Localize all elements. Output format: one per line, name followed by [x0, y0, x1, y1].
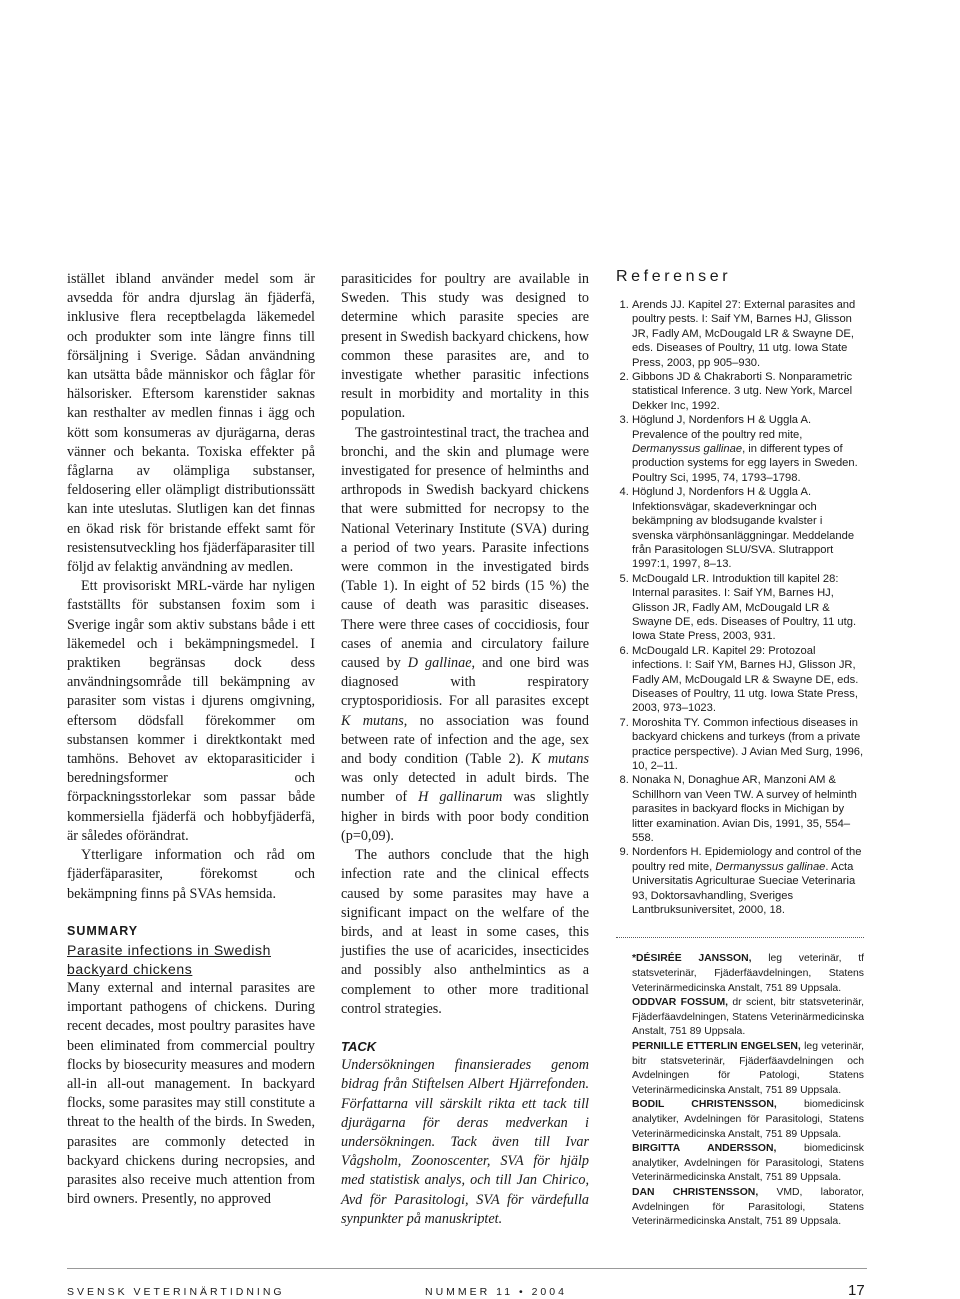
- author-entry: [632, 1186, 864, 1230]
- reference-item: [632, 370, 864, 413]
- body-paragraph: parasiticides for poultry are available in Sweden. This study was designed to determine which parasite species are present in Swedish backyard chickens, how common these parasites are, and to investigate whether parasitic infections result in morbidity and mortality in this population.: [341, 271, 589, 422]
- page-number: 17: [848, 1282, 865, 1299]
- author-desc: VMD, laborator, Avdelningen för Parasitologi, Statens Veterinärmedicinska Anstalt, 751 89 Uppsala.: [632, 1186, 864, 1228]
- column-right: [616, 268, 864, 1230]
- author-name: *DÉSIRÉE JANSSON,: [632, 953, 752, 965]
- reference-list: [616, 298, 864, 917]
- reference-text: Nonaka N, Donaghue AR, Manzoni AM & Schillhorn van Veen TW. A survey of helminth parasites in backyard flocks in Michigan by litter examination. Avian Dis, 1991, 35, 554–558.: [632, 774, 857, 845]
- text-run: was slightly higher in birds with poor body condition (p=0,09).: [341, 789, 589, 844]
- author-name: BODIL CHRISTENSSON,: [632, 1099, 777, 1111]
- summary-title: Parasite infections in Swedish backyard chickens: [67, 941, 271, 977]
- text-run: , no association was found between rate of infection and the age, sex and body condition (Table 2).: [341, 712, 589, 768]
- reference-species: Dermanyssus gallinae: [632, 443, 743, 456]
- text-run: The gastrointestinal tract, the trachea and bronchi, and the skin and plumage were investigated for presence of helminths and arthropods in Swedish backyard chickens that were submitted for necropsy to the National Veterinary Institute (SVA) during a period of two years. Parasite infections were common in the investigated birds (Table 1). In eight of 52 birds (15 %) the cause of death was parasitic diseases. There were three cases of coccidiosis, four cases of anemia and circulatory failure caused by: [341, 424, 589, 672]
- author-desc: leg veterinär, bitr statsveterinär, Fjäderfäavdelningen och Avdelningen för Patologi, Statens Veterinärmedicinska Anstalt, 751 89 Uppsala.: [632, 1041, 864, 1096]
- reference-text: Arends JJ. Kapitel 27: External parasites and poultry pests. I: Saif YM, Barnes HJ, Glisson JR, Fadly AM, McDougald LR & Swayne DE, eds. Diseases of Poultry, 11 utg. Iowa State Press, 2003, pp 905–930.: [632, 299, 856, 369]
- reference-text: McDougald LR. Kapitel 29: Protozoal infections. I: Saif YM, Barnes HJ, Glisson JR, Fadly AM, McDougald LR & Swayne DE, eds. Diseases of Poultry, 11 utg. Iowa State Press, 2003, 973–1023.: [632, 644, 859, 715]
- tack-text: Undersökningen finansierades genom bidrag från Stiftelsen Albert Hjärrefonden. Författarna vill särskilt rikta ett tack till djurägarna för deras medverkan i undersökningen. Tack även till Ivar Vågsholm, Zoonoscenter, SVA för hjälp med statistisk analys, och till Jan Chirico, Avd för Parasitologi, SVA för värdefulla synpunkter på manuskriptet.: [341, 1057, 589, 1227]
- author-info: [616, 952, 864, 1229]
- author-name: ODDVAR FOSSUM,: [632, 997, 728, 1009]
- author-entry: [632, 1098, 864, 1142]
- author-name: PERNILLE ETTERLIN ENGELSEN,: [632, 1041, 801, 1053]
- author-entry: [632, 1142, 864, 1186]
- body-paragraph: Ett provisoriskt MRL-värde har nyligen fastställts för substansen foxim som i Sverige ingår som aktiv substans både i ett läkemedel och i bekämpningsmedel. I praktiken begränsas dock dess användningsområde till bekämpning av parasiter som vistas i djurens omgivning, eftersom dödsfall förekommer om substansen kommer i direktkontakt med tamhöns. Behovet av ektoparasiticider i beredningsformer och förpackningsstorlekar som passar både kommersiella fjäderfä och hobbyfjäderfä, är således oförändrat.: [67, 578, 315, 844]
- author-entry: [632, 996, 864, 1040]
- reference-species: Dermanyssus gallinae: [715, 860, 826, 873]
- body-paragraph: [341, 424, 589, 846]
- reference-text: Höglund J, Nordenfors H & Uggla A. Prevalence of the poultry red mite,: [632, 414, 812, 441]
- species-name: H gallinarum: [418, 789, 503, 806]
- body-paragraph: The authors conclude that the high infection rate and the clinical effects caused by some parasites may have a significant impact on the welfare of the birds, and at least in some cases, this justifies the use of acaricides, insecticides and possibly also anthelmintics as a complement to other more traditional control strategies.: [341, 847, 589, 1017]
- reference-item: [632, 413, 864, 485]
- column-middle: [341, 270, 589, 1229]
- body-paragraph: istället ibland använder medel som är avsedda för andra djurslag än fjäderfä, inklusive flera receptbelagda läkemedel och produkter som inte längre finns till försäljning i Sverige. Sådan användning kan utsätta både människor och fåglar för hälsorisker. Eftersom karenstider saknas kan resthalter av medlen finnas i ägg och kött som konsumeras av djurägarna, deras vänner och bekanta. Toxiska effekter på fåglarna av olämpliga substanser, feldosering eller olämpligt distributionssätt kan inte uteslutas. Slutligen kan det finnas en ökad risk för bristande effekt samt för resistensutveckling hos fjäderfäparasiter till följd av felaktig användning av medlen.: [67, 271, 315, 576]
- species-name: K mutans: [341, 712, 404, 729]
- summary-text: Many external and internal parasites are important pathogens of chickens. During recent decades, most poultry parasites have been eliminated from commercial poultry flocks by biosecurity measures and modern all-in all-out management. In backyard flocks, some parasites may still constitute a threat to the health of the birds. In Sweden, parasites are commonly detected in backyard chickens during necropsies, and parasites also receive much attention from bird owners. Presently, no approved: [67, 979, 315, 1208]
- footer-rule: [67, 1268, 867, 1269]
- text-run: , and one bird was diagnosed with respiratory cryptosporidiosis. For all parasites except: [341, 655, 589, 710]
- author-desc: dr scient, bitr statsveterinär, Fjäderfäavdelningen, Statens Veterinärmedicinska Anstalt, 751 89 Uppsala.: [632, 997, 864, 1038]
- reference-text: Gibbons JD & Chakraborti S. Nonparametric statistical Inference. 3 utg. New York, Marcel Dekker Inc, 1992.: [632, 371, 853, 412]
- reference-item: [632, 773, 864, 845]
- species-name: D gallinae: [407, 655, 472, 672]
- author-entry: [632, 952, 864, 996]
- reference-text: , in different types of production systems for egg layers in Sweden. Poultry Sci, 1995, 74, 1793–1798.: [632, 443, 858, 484]
- issue-number: NUMMER 11 • 2004: [425, 1286, 567, 1298]
- reference-item: [632, 298, 864, 370]
- reference-text: Nordenfors H. Epidemiology and control of the poultry red mite,: [632, 846, 862, 873]
- summary-heading: SUMMARY: [67, 923, 139, 938]
- reference-item: [632, 572, 864, 644]
- author-desc: biomedicinsk analytiker, Avdelningen för Parasitologi, Statens Veterinärmedicinska Anstalt, 751 89 Uppsala.: [632, 1099, 865, 1140]
- text-run: was only detected in adult birds. The number of: [341, 770, 589, 806]
- author-desc: biomedicinsk analytiker, Avdelningen för Parasitologi, Statens Veterinärmedicinska Anstalt, 751 89 Uppsala.: [632, 1143, 865, 1184]
- column-left: [67, 270, 315, 1209]
- reference-text: McDougald LR. Introduktion till kapitel 28: Internal parasites. I: Saif YM, Barnes HJ, Glisson JR, Fadly AM, McDougald LR & Swayne DE, eds. Diseases of Poultry, 11 utg. Iowa State Press, 2003, 931.: [632, 572, 857, 643]
- references-heading: Referenser: [616, 268, 732, 285]
- reference-text: Moroshita TY. Common infectious diseases in backyard chickens and turkeys (from a private practice perspective). J Avian Med Surg, 1996, 10, 2–11.: [632, 716, 864, 772]
- author-name: BIRGITTA ANDERSSON,: [632, 1143, 777, 1155]
- reference-text: . Acta Universitatis Agriculturae Sueciae Veterinaria 93, Doktorsavhandling, Sveriges Lantbruksuniversitet, 2000, 18.: [632, 860, 856, 917]
- reference-item: [632, 485, 864, 571]
- author-desc: leg veterinär, tf statsveterinär, Fjäderfäavdelningen, Statens Veterinärmedicinska Anstalt, 751 89 Uppsala.: [632, 953, 865, 994]
- journal-name: SVENSK VETERINÄRTIDNING: [67, 1286, 285, 1298]
- reference-text: Höglund J, Nordenfors H & Uggla A. Infektionsvägar, skadeverkningar och bekämpning av blodsugande kvalster i svenska värphönsanläggningar. Meddelande från Parasitologen SLU/SVA. Slutrapport 1997:1, 1997, 8–13.: [632, 486, 855, 571]
- author-name: DAN CHRISTENSSON,: [632, 1186, 759, 1198]
- reference-item: [632, 716, 864, 774]
- tack-heading: TACK: [341, 1038, 377, 1054]
- divider: [616, 937, 864, 938]
- reference-item: [632, 644, 864, 716]
- reference-item: [632, 845, 864, 917]
- author-entry: [632, 1040, 864, 1098]
- species-name: K mutans: [531, 751, 589, 768]
- body-paragraph: Ytterligare information och råd om fjäderfäparasiter, förekomst och bekämpning finns på SVAs hemsida.: [67, 847, 315, 902]
